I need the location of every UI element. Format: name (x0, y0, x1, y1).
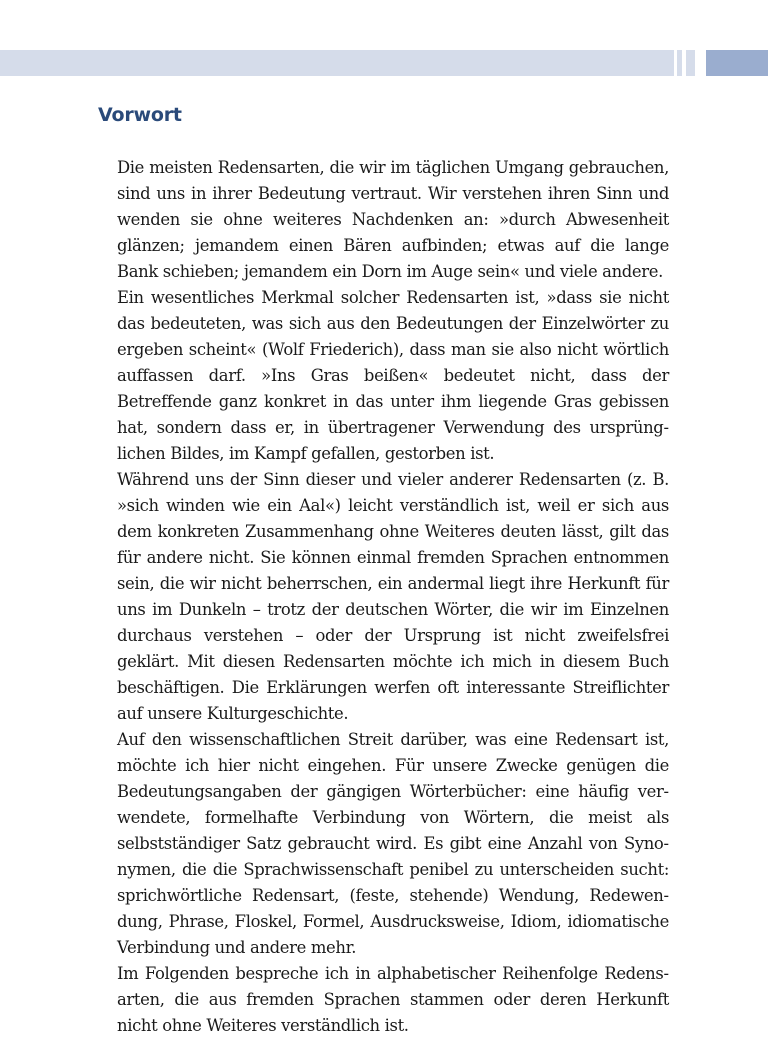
header-band-stripe (677, 50, 682, 76)
header-band (0, 50, 768, 76)
body-text (117, 155, 669, 1039)
paragraph: Im Folgenden bespreche ich in alphabetischer Reihenfolge Redensarten, die aus fremden Sprachen stammen oder deren Herkunft nicht ohne Weiteres verständlich ist. (117, 964, 669, 1035)
header-band-stripe (686, 50, 695, 76)
paragraph: Auf den wissenschaftlichen Streit darüber, was eine Redensart ist, möchte ich hier nicht eingehen. Für unsere Zwecke genügen die Bedeutungsangaben der gängigen Wörterbücher: eine häufig verwendete, formelhafte Verbindung von Wörtern, die meist als selbstständiger Satz gebraucht wird. Es gibt eine Anzahl von Synonymen, die die Sprachwissenschaft penibel zu unterscheiden sucht: sprichwörtliche Redensart, (feste, stehende) Wendung, Redewendung, Phrase, Floskel, Formel, Ausdrucksweise, Idiom, idiomatische Verbindung und andere mehr. (117, 730, 669, 957)
paragraph: Die meisten Redensarten, die wir im täglichen Umgang gebrauchen, sind uns in ihrer Bedeutung vertraut. Wir verstehen ihren Sinn und wenden sie ohne weiteres Nachdenken an: »durch Abwesenheit glänzen; jemandem einen Bären aufbinden; etwas auf die lange Bank schieben; jemandem ein Dorn im Auge sein« und viele andere. (117, 158, 669, 281)
header-band-bar (0, 50, 674, 76)
page-title: Vorwort (98, 104, 182, 126)
paragraph: Während uns der Sinn dieser und vieler anderer Redensarten (z. B. »sich winden wie ein Aal«) leicht verständlich ist, weil er sich aus dem konkreten Zusammenhang ohne Weiteres deuten lässt, gilt das für andere nicht. Sie können einmal fremden Sprachen entnommen sein, die wir nicht beherrschen, ein andermal liegt ihre Herkunft für uns im Dunkeln – trotz der deutschen Wörter, die wir im Einzelnen durchaus verstehen – oder der Ursprung ist nicht zweifelsfrei geklärt. Mit diesen Redensarten möchte ich mich in diesem Buch beschäftigen. Die Erklärungen werfen oft interessante Streiflichter auf unsere Kulturgeschichte. (117, 470, 669, 723)
header-band-accent (706, 50, 768, 76)
paragraph: Ein wesentliches Merkmal solcher Redensarten ist, »dass sie nicht das bedeuteten, was sich aus den Bedeutungen der Einzelwörter zu ergeben scheint« (Wolf Friederich), dass man sie also nicht wörtlich auffassen darf. »Ins Gras beißen« bedeutet nicht, dass der Betreffende ganz konkret in das unter ihm liegende Gras gebissen hat, sondern dass er, in übertragener Verwendung des ursprünglichen Bildes, im Kampf gefallen, gestorben ist. (117, 288, 669, 463)
